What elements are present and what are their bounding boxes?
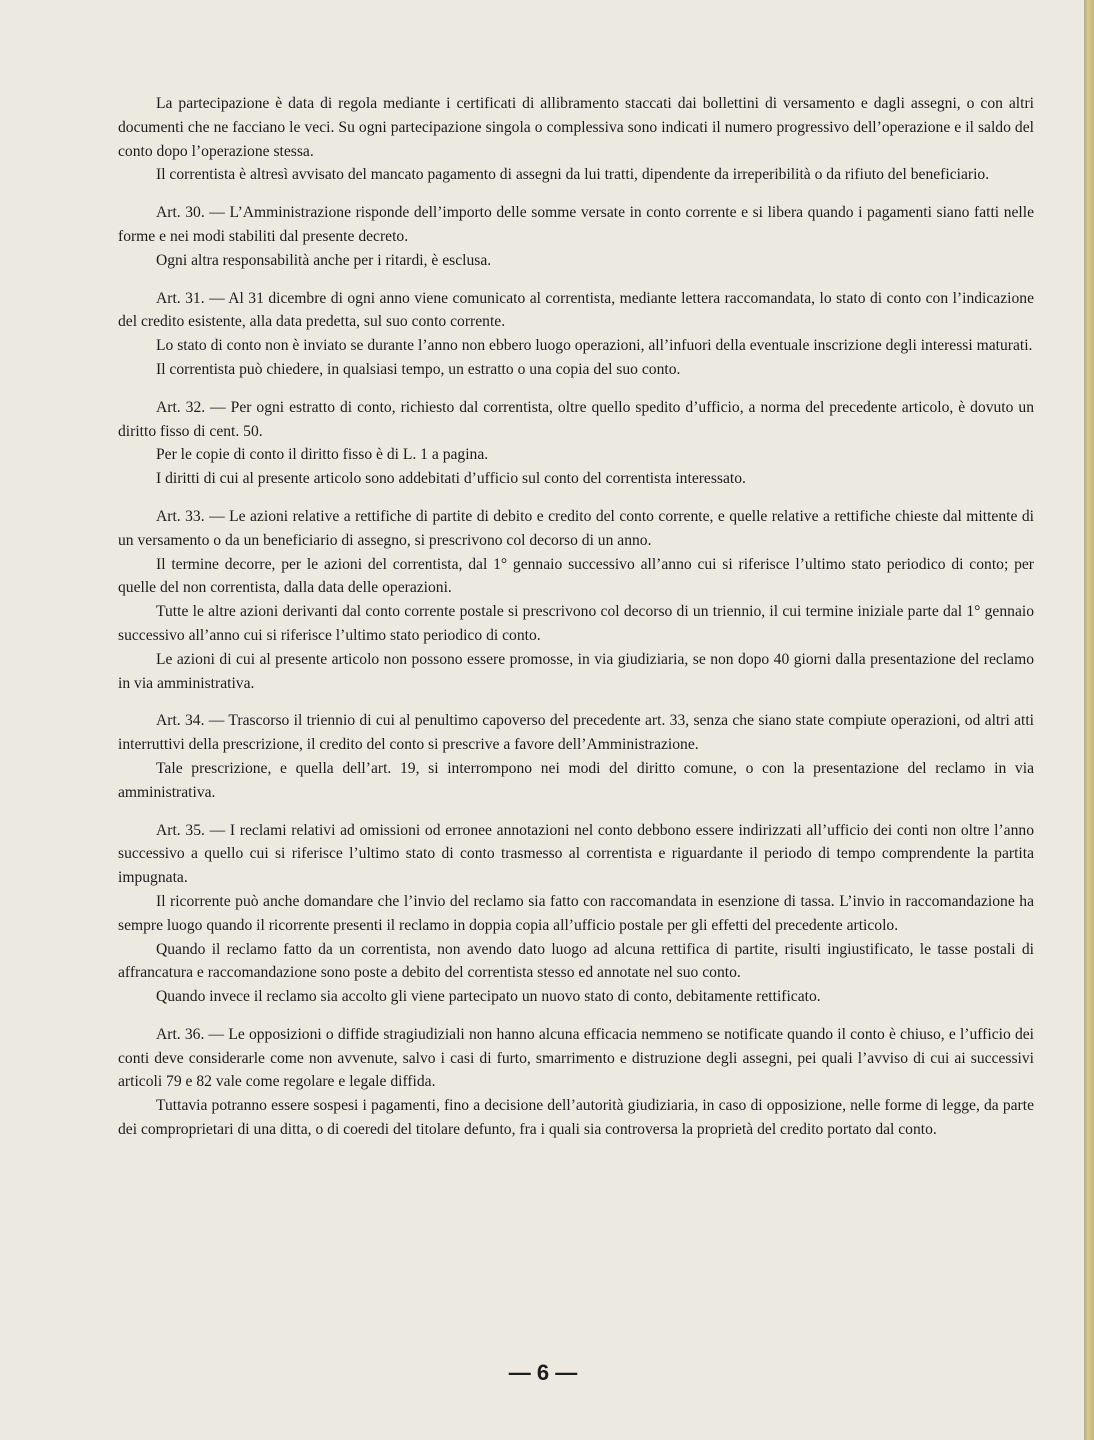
paragraph: Le azioni di cui al presente articolo non possono essere promosse, in via giudiziaria, se non dopo 40 giorni dalla presentazione del reclamo in via amministrativa. bbox=[118, 650, 1034, 692]
paragraph: Art. 35. — I reclami relativi ad omissioni od erronee annotazioni nel conto debbono essere indirizzati all’ufficio dei conti non oltre l’anno successivo a quello cui si riferisce l’ultimo stato di conto trasmesso al correntista e riguardante il periodo di tempo comprendente la partita impugnata. bbox=[118, 821, 1034, 887]
paragraph: Art. 30. — L’Amministrazione risponde dell’importo delle somme versate in conto corrente e si libera quando i pagamenti siano fatti nelle forme e nei modi stabiliti dal presente decreto. bbox=[118, 204, 1034, 245]
paragraph: Il termine decorre, per le azioni del correntista, dal 1° gennaio successivo all’anno cui si riferisce l’ultimo stato periodico di conto; per quelle del non correntista, dalla data delle operazioni. bbox=[118, 555, 1034, 597]
paragraph: Art. 31. — Al 31 dicembre di ogni anno viene comunicato al correntista, mediante lettera raccomandata, lo stato di conto con l’indicazione del credito esistente, alla data predetta, sul suo conto corrente. bbox=[118, 289, 1034, 331]
paragraph: Quando invece il reclamo sia accolto gli viene partecipato un nuovo stato di conto, debitamente rettificato. bbox=[156, 988, 821, 1006]
paragraph: Art. 36. — Le opposizioni o diffide stragiudiziali non hanno alcuna efficacia nemmeno se notificate quando il conto è chiuso, e l’ufficio dei conti deve considerarle come non avvenute, salvo i casi di furto, smarrimento e distruzione degli assegni, pei quali l’avviso di cui ai successivi articoli 79 e 82 vale come regolare e legale diffida. bbox=[118, 1025, 1034, 1091]
paragraph: Il ricorrente può anche domandare che l’invio del reclamo sia fatto con raccomandata in esenzione di tassa. L’invio in raccomandazione ha sempre luogo quando il ricorrente presenti il reclamo in doppia copia all’ufficio postale per gli effetti del precedente articolo. bbox=[118, 892, 1034, 934]
paragraph: Quando il reclamo fatto da un correntista, non avendo dato luogo ad alcuna rettifica di partite, risulti ingiustificato, le tasse postali di affrancatura e raccomandazione sono poste a debito del correntista stesso ed annotate nel suo conto. bbox=[118, 940, 1034, 982]
paragraph: Art. 32. — Per ogni estratto di conto, richiesto dal correntista, oltre quello spedito d’ufficio, a norma del precedente articolo, è dovuto un diritto fisso di cent. 50. bbox=[118, 398, 1034, 440]
paragraph: Art. 34. — Trascorso il triennio di cui al penultimo capoverso del precedente art. 33, senza che siano state compiute operazioni, od altri atti interruttivi della prescrizione, il credito del conto si prescrive a favore dell’Amministrazione. bbox=[118, 712, 1034, 754]
paragraph: Per le copie di conto il diritto fisso è di L. 1 a pagina. bbox=[156, 446, 489, 464]
paragraph: Tutte le altre azioni derivanti dal conto corrente postale si prescrivono col decorso di un triennio, il cui termine iniziale parte dal 1° gennaio successivo all’anno cui si riferisce l’ultimo stato periodico di conto. bbox=[118, 603, 1034, 644]
paragraph: Art. 33. — Le azioni relative a rettifiche di partite di debito e credito del conto corrente, e quelle relative a rettifiche chieste dal mittente di un versamento o da un beneficiario di assegno, si prescrivono col decorso di un anno. bbox=[118, 507, 1034, 549]
paragraph: Ogni altra responsabilità anche per i ritardi, è esclusa. bbox=[156, 251, 492, 269]
page-number: — 6 — bbox=[508, 1360, 578, 1385]
paragraph: Il correntista è altresì avvisato del mancato pagamento di assegni da lui tratti, dipendente da irreperibilità o da rifiuto del beneficiario. bbox=[156, 166, 990, 184]
paragraph: Tuttavia potranno essere sospesi i pagamenti, fino a decisione dell’autorità giudiziaria, in caso di opposizione, nelle forme di legge, da parte dei comproprietari di una ditta, o di coeredi del titolare defunto, fra i quali sia controversa la proprietà del credito portato dal conto. bbox=[118, 1097, 1034, 1139]
body-text bbox=[118, 92, 1034, 1142]
paragraph: I diritti di cui al presente articolo sono addebitati d’ufficio sul conto del correntista interessato. bbox=[156, 470, 746, 488]
paragraph: La partecipazione è data di regola mediante i certificati di allibramento staccati dai bollettini di versamento e dagli assegni, o con altri documenti che ne facciano le veci. Su ogni partecipazione singola o complessiva sono indicati il numero progressivo dell’operazione e il saldo del conto dopo l’operazione stessa. bbox=[118, 95, 1034, 160]
paragraph: Lo stato di conto non è inviato se durante l’anno non ebbero luogo operazioni, all’infuori della eventuale inscrizione degli interessi maturati. bbox=[156, 337, 1033, 355]
paragraph: Tale prescrizione, e quella dell’art. 19, si interrompono nei modi del diritto comune, o con la presentazione del reclamo in via amministrativa. bbox=[118, 759, 1034, 801]
page-edge bbox=[1084, 0, 1094, 1440]
paragraph: Il correntista può chiedere, in qualsiasi tempo, un estratto o una copia del suo conto. bbox=[156, 360, 681, 378]
